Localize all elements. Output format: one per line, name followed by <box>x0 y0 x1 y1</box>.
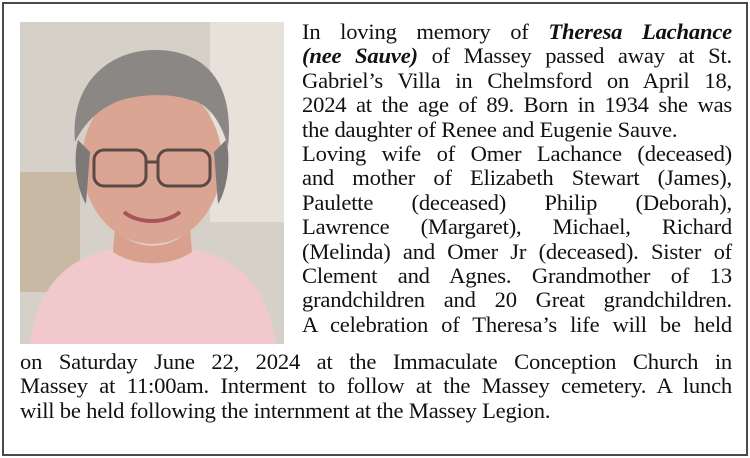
text-line: A celebration of Theresa’s life will be held <box>302 311 732 337</box>
text-line: Massey at 11:00am. Interment to follow at the Massey cemetery. A lunch <box>20 373 732 399</box>
text-line: 2024 at the age of 89. Born in 1934 she was <box>302 92 732 118</box>
obituary-text <box>20 20 732 423</box>
intro-text: In loving memory of <box>302 19 529 44</box>
text-line: Loving wife of Omer Lachance (deceased) <box>302 141 732 167</box>
text-line: and mother of Elizabeth Stewart (James), <box>302 165 732 191</box>
text-line: (Melinda) and Omer Jr (deceased). Sister of <box>302 238 732 264</box>
text-line: on Saturday June 22, 2024 at the Immaculate Conception Church in <box>20 349 732 374</box>
deceased-name: Theresa Lachance <box>548 19 732 44</box>
text-line: grandchildren and 20 Great grandchildren. <box>302 287 732 313</box>
text-line: Lawrence (Margaret), Michael, Richard <box>302 214 732 240</box>
text-line: the daughter of Renee and Eugenie Sauve. <box>302 116 678 142</box>
text-line: Clement and Agnes. Grandmother of 13 <box>302 263 732 289</box>
text-line: Gabriel’s Villa in Chelmsford on April 18, <box>302 67 732 93</box>
text-line: Paulette (deceased) Philip (Deborah), <box>302 189 732 215</box>
photo-spacer <box>20 20 296 350</box>
obituary-notice <box>2 2 748 456</box>
maiden-name: (nee Sauve) <box>302 43 418 69</box>
text-line: will be held following the internment at the Massey Legion. <box>20 397 551 423</box>
text-line: (nee Sauve) of Massey passed away at St. <box>302 43 732 69</box>
